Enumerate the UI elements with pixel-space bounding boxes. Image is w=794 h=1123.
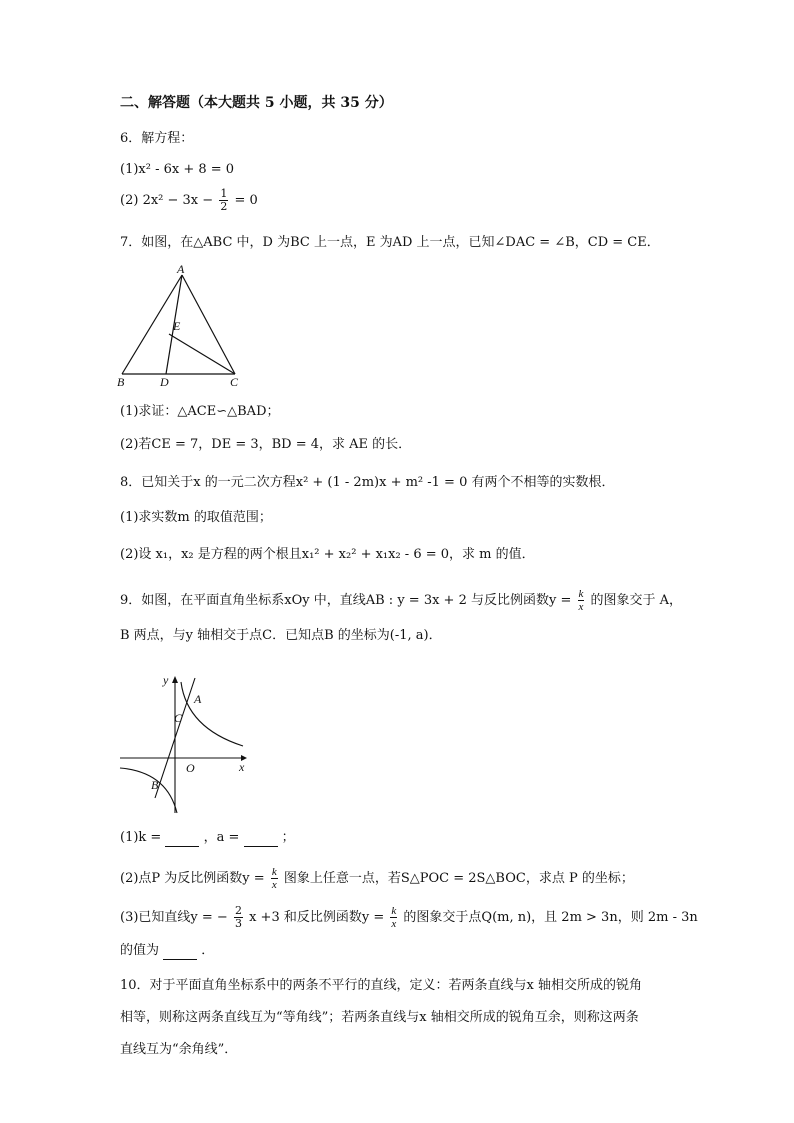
label-A: A — [177, 262, 185, 276]
q9-fraction-k-over-x — [578, 588, 585, 613]
q9-part1-a: ，a = — [203, 830, 240, 845]
q9-part3-frac-k: k — [391, 905, 397, 917]
q9-frac-x: x — [578, 601, 584, 613]
q9-part3 — [120, 905, 698, 930]
q9-part3-frac-num: 2 — [234, 904, 242, 917]
q9-part1 — [120, 829, 295, 847]
q6-stem: 6．解方程： — [120, 131, 194, 146]
q9-part2-frac-k: k — [271, 866, 277, 878]
label-C: C — [230, 375, 239, 389]
q9-part1-end: ； — [281, 830, 295, 845]
q9-stem-line2: B 两点，与y 轴相交于点C．已知点B 的坐标为(-1, a)． — [120, 628, 442, 643]
q9-part3-post: 的图象交于点Q(m, n)，且 2m > 3n，则 2m - 3n — [403, 910, 698, 925]
q9-part3-end: ． — [201, 943, 215, 958]
q7-part1: (1)求证：△ACE∽△BAD； — [120, 404, 280, 419]
q9-part3-line2 — [120, 942, 214, 960]
q9-part3-line2-text: 的值为 — [120, 943, 160, 958]
q8-stem: 8．已知关于x 的一元二次方程x² + (1 - 2m)x + m² -1 = 0 有两个不相等的实数根． — [120, 475, 615, 490]
label-C: C — [174, 711, 183, 725]
q9-part3-fraction — [234, 905, 243, 930]
label-A: A — [194, 692, 202, 706]
q9-part3-fraction-kx — [390, 905, 397, 930]
label-B: B — [117, 375, 125, 389]
q7-part2: (2)若CE = 7，DE = 3，BD = 4，求 AE 的长． — [120, 437, 412, 452]
section-title: 二、解答题（本大题共 5 小题，共 35 分） — [120, 95, 393, 111]
label-E: E — [173, 319, 181, 333]
q9-part1-k: (1)k = — [120, 830, 162, 845]
q6-part2-right: = 0 — [234, 193, 258, 208]
q9-part2 — [120, 866, 634, 891]
q6-fraction-den: 2 — [220, 200, 228, 213]
q6-part1: (1)x² - 6x + 8 = 0 — [120, 162, 235, 177]
label-y: y — [163, 673, 169, 687]
label-D: D — [160, 375, 169, 389]
q9-part2-fraction — [271, 866, 278, 891]
q9-part3-frac-den: 3 — [234, 917, 242, 930]
q6-part2 — [120, 188, 258, 213]
label-B: B — [151, 778, 159, 792]
q9-part3-frac-x: x — [391, 918, 397, 930]
q7-stem: 7．如图，在△ABC 中，D 为BC 上一点，E 为AD 上一点，已知∠DAC = ∠B，CD = CE． — [120, 235, 660, 250]
q6-fraction-num: 1 — [220, 187, 228, 200]
q9-part3-mid: x +3 和反比例函数y = — [249, 910, 385, 925]
q9-coordinate-figure — [115, 668, 255, 818]
q6-part2-lead: (2) — [120, 193, 139, 208]
q8-part2: (2)设 x₁，x₂ 是方程的两个根且x₁² + x₂² + x₁x₂ - 6 = 0，求 m 的值． — [120, 547, 535, 562]
q9-stem-line1 — [120, 588, 682, 613]
q9-part2-frac-x: x — [271, 879, 277, 891]
answer-blank-2m-3n[interactable] — [163, 947, 197, 960]
answer-blank-k[interactable] — [165, 834, 199, 847]
q9-stem-a-post: 的图象交于 A， — [590, 593, 683, 608]
q10-line2: 相等，则称这两条直线互为“等角线”；若两条直线与x 轴相交所成的锐角互余，则称这两条 — [120, 1010, 639, 1025]
q9-frac-k: k — [578, 588, 584, 600]
label-x: x — [239, 760, 245, 774]
q9-part2-post: 图象上任意一点，若S△POC = 2S△BOC，求点 P 的坐标； — [283, 871, 634, 886]
answer-blank-a[interactable] — [244, 834, 278, 847]
q8-part1: (1)求实数m 的取值范围； — [120, 510, 272, 525]
q10-line1: 10．对于平面直角坐标系中的两条不平行的直线，定义：若两条直线与x 轴相交所成的锐角 — [120, 978, 643, 993]
q9-stem-a-pre: 9．如图，在平面直角坐标系xOy 中，直线AB : y = 3x + 2 与反比例函数y = — [120, 593, 572, 608]
q9-part3-pre: (3)已知直线y = − — [120, 910, 228, 925]
q9-part2-pre: (2)点P 为反比例函数y = — [120, 871, 265, 886]
q6-part2-left: 2x² − 3x − — [142, 193, 214, 208]
label-O: O — [186, 761, 195, 775]
q10-line3: 直线互为“余角线”． — [120, 1042, 238, 1057]
q6-fraction — [219, 188, 228, 213]
q7-triangle-figure — [112, 262, 252, 390]
